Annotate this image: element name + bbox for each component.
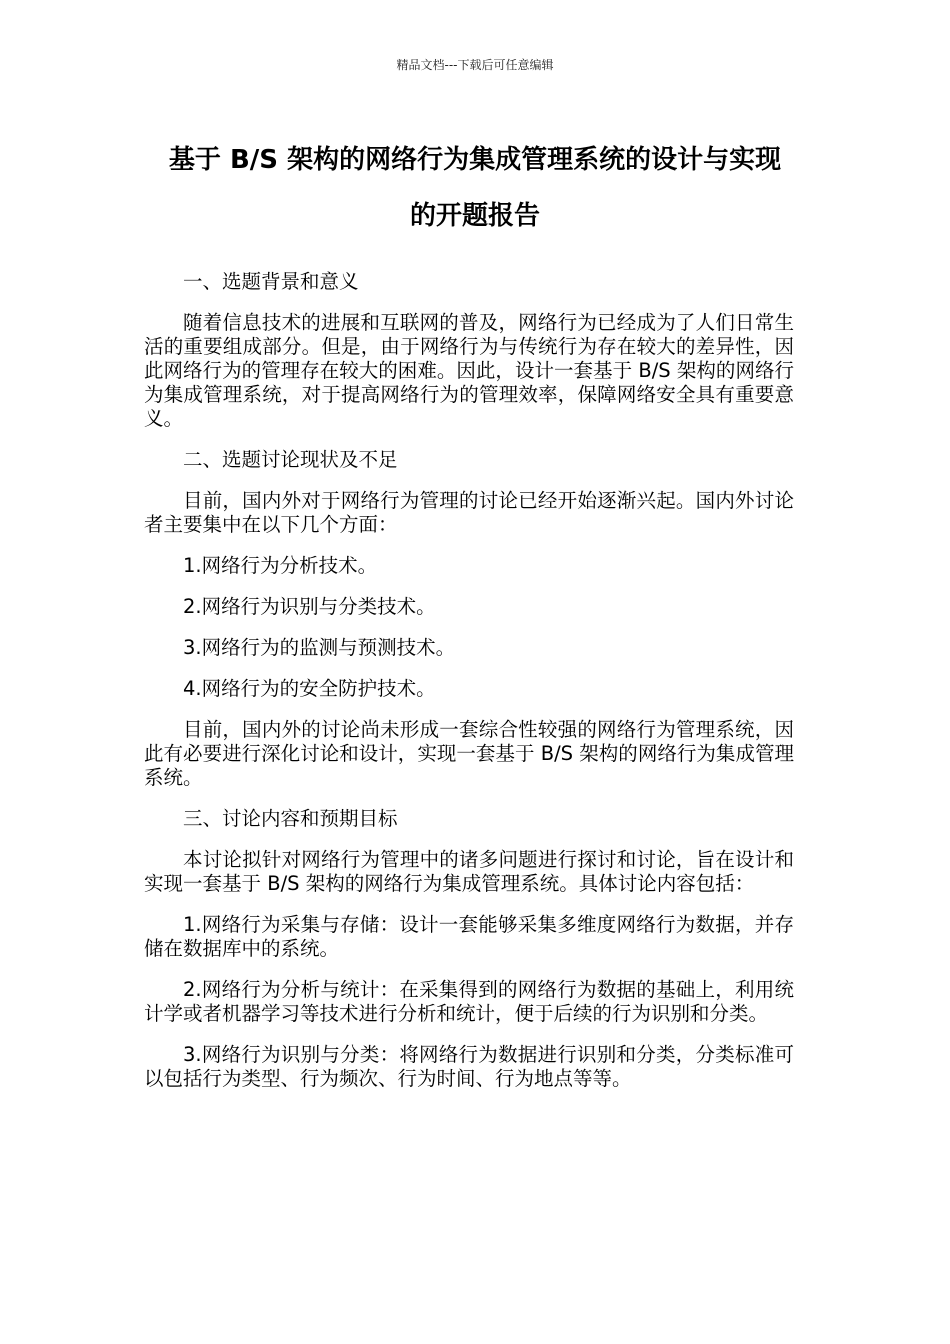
document-title (120, 132, 830, 244)
section-heading-content: 三、讨论内容和预期目标 (183, 807, 398, 830)
title-line-1: 基于 B/S 架构的网络行为集成管理系统的设计与实现 (168, 145, 782, 175)
list-item: 3.网络行为识别与分类：将网络行为数据进行识别和分类，分类标准可以包括行为类型、行为频次、行为时间、行为地点等等。 (144, 1043, 794, 1090)
list-item: 1.网络行为分析技术。 (183, 554, 378, 577)
list-item: 2.网络行为识别与分类技术。 (183, 595, 436, 618)
section-heading-background: 一、选题背景和意义 (183, 270, 359, 293)
document-body (144, 270, 794, 1108)
paragraph-status: 目前，国内外对于网络行为管理的讨论已经开始逐渐兴起。国内外讨论者主要集中在以下几个方面： (144, 489, 794, 536)
list-item: 1.网络行为采集与存储：设计一套能够采集多维度网络行为数据，并存储在数据库中的系统。 (144, 913, 794, 960)
paragraph-content: 本讨论拟针对网络行为管理中的诸多问题进行探讨和讨论，旨在设计和实现一套基于 B/S 架构的网络行为集成管理系统。具体讨论内容包括： (144, 848, 794, 895)
list-item: 3.网络行为的监测与预测技术。 (183, 636, 456, 659)
list-item: 2.网络行为分析与统计：在采集得到的网络行为数据的基础上，利用统计学或者机器学习等技术进行分析和统计，便于后续的行为识别和分类。 (144, 978, 794, 1025)
section-heading-status: 二、选题讨论现状及不足 (183, 448, 398, 471)
paragraph-status-summary: 目前，国内外的讨论尚未形成一套综合性较强的网络行为管理系统，因此有必要进行深化讨论和设计，实现一套基于 B/S 架构的网络行为集成管理系统。 (144, 718, 794, 789)
title-line-2: 的开题报告 (409, 201, 540, 231)
page-header: 精品文档---下载后可任意编辑 (396, 58, 554, 72)
paragraph-background: 随着信息技术的进展和互联网的普及，网络行为已经成为了人们日常生活的重要组成部分。但是，由于网络行为与传统行为存在较大的差异性，因此网络行为的管理存在较大的困难。因此，设计一套基于 B/S 架构的网络行为集成管理系统，对于提高网络行为的管理效率，保障网络安全具有重要意义。 (144, 311, 794, 430)
list-item: 4.网络行为的安全防护技术。 (183, 677, 436, 700)
